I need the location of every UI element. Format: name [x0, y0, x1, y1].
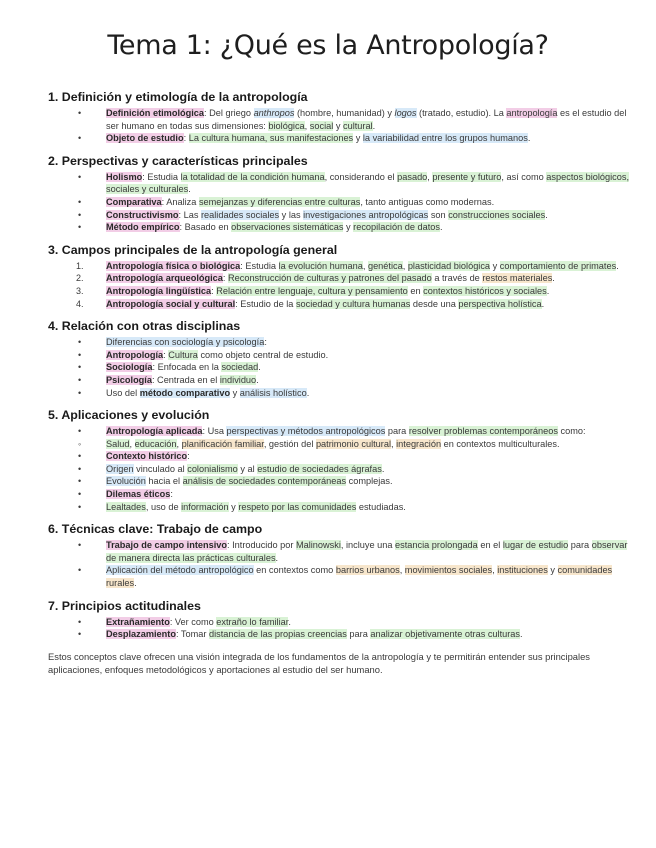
- list-marker: 2.: [76, 273, 84, 284]
- highlighted-text: la totalidad de la condición humana: [180, 171, 325, 182]
- text-run: en contextos como: [253, 565, 336, 576]
- highlighted-text: observaciones sistemáticas: [231, 222, 344, 233]
- highlighted-text: Comparativa: [106, 196, 162, 207]
- text-run: ,: [176, 438, 182, 449]
- section-1: [48, 90, 636, 145]
- text-run: y: [230, 387, 240, 398]
- highlighted-text: Dilemas éticos: [106, 489, 171, 500]
- list-item: [48, 132, 636, 145]
- highlighted-text: perspectivas y métodos antropológicos: [226, 426, 386, 437]
- text-run: , tanto antiguas como modernas.: [360, 196, 495, 207]
- list-marker: •: [78, 463, 82, 474]
- list-item: [48, 488, 636, 501]
- highlighted-text: Antropología social y cultural: [106, 298, 236, 309]
- list-marker: •: [78, 426, 82, 437]
- text-run: para: [346, 629, 371, 640]
- highlighted-text: biológica: [268, 120, 305, 131]
- list-marker: •: [78, 616, 82, 627]
- list-item: [48, 260, 636, 273]
- text-run: .: [546, 285, 550, 296]
- list-item: [48, 539, 636, 564]
- text-run: vinculado al: [133, 463, 188, 474]
- text-run: : Del griego: [204, 108, 254, 118]
- list-marker: •: [78, 501, 82, 512]
- text-run: para: [385, 426, 409, 437]
- highlighted-text: barrios urbanos: [335, 565, 400, 576]
- list-item: [48, 107, 636, 132]
- text-run: .: [288, 616, 291, 627]
- highlighted-text: investigaciones antropológicas: [303, 209, 429, 220]
- list-marker: •: [78, 196, 82, 207]
- text-run: .: [552, 273, 555, 284]
- text-run: en contextos multiculturales.: [441, 438, 560, 449]
- highlighted-text: observar de manera directa las prácticas culturales: [106, 540, 628, 563]
- highlighted-text: semejanzas y diferencias entre culturas: [198, 196, 361, 207]
- highlighted-text: comportamiento de primates: [499, 260, 617, 271]
- highlighted-text: planificación familiar: [181, 438, 264, 449]
- list-marker: ◦: [78, 438, 82, 449]
- highlighted-text: Método empírico: [106, 222, 180, 233]
- section-heading: 3. Campos principales de la antropología general: [48, 242, 338, 257]
- text-run: : Las: [178, 209, 201, 220]
- list-item: [48, 501, 636, 514]
- text-run: es el estudio del ser humano en todas sus dimensiones:: [106, 108, 627, 131]
- highlighted-text: Constructivismo: [106, 209, 179, 220]
- list-marker: •: [78, 387, 82, 398]
- list-item: [48, 221, 636, 234]
- list-item: [48, 374, 636, 387]
- text-run: para: [568, 540, 592, 551]
- highlighted-text: método comparativo: [139, 387, 231, 398]
- section-7: [48, 599, 636, 641]
- document-body: [48, 90, 636, 676]
- highlighted-text: Reconstrucción de culturas y patrones del pasado: [228, 273, 432, 284]
- text-run: : Basado en: [179, 222, 232, 233]
- highlighted-text: Antropología arqueológica: [106, 273, 223, 284]
- highlighted-text: comunidades rurales: [106, 565, 613, 589]
- highlighted-text: la variabilidad entre los grupos humanos: [362, 133, 528, 144]
- highlighted-text: genética: [367, 260, 403, 271]
- list-marker: •: [78, 222, 82, 233]
- text-run: : Analiza: [161, 196, 199, 207]
- highlighted-text: sociedad: [221, 362, 259, 373]
- list-item: [48, 387, 636, 400]
- list-marker: •: [78, 337, 82, 348]
- text-run: : Introducido por: [227, 540, 296, 551]
- highlighted-text: pasado: [397, 171, 428, 182]
- text-run: : Estudia: [142, 171, 181, 182]
- list-marker: •: [78, 362, 82, 373]
- text-run: ,: [399, 565, 405, 576]
- highlighted-text: aspectos biológicos, sociales y culturales: [106, 171, 630, 195]
- text-run: , uso de: [145, 501, 182, 512]
- section-heading: 2. Perspectivas y características principales: [48, 153, 308, 168]
- list-item: [48, 209, 636, 222]
- text-run: ,: [304, 120, 310, 131]
- list-marker: •: [78, 629, 82, 640]
- list-item: [48, 196, 636, 209]
- highlighted-text: Cultura: [168, 349, 198, 360]
- section-heading: 1. Definición y etimología de la antropología: [48, 90, 308, 104]
- highlighted-text: la evolución humana: [278, 260, 363, 271]
- text-run: y: [228, 501, 239, 512]
- text-run: complejas.: [346, 476, 393, 487]
- highlighted-text: recopilación de datos: [353, 222, 440, 233]
- text-run: :: [222, 273, 228, 284]
- text-run: , incluye una: [340, 540, 396, 551]
- section-heading: 5. Aplicaciones y evolución: [48, 408, 210, 423]
- section-heading: 4. Relación con otras disciplinas: [48, 319, 241, 334]
- highlighted-text: respeto por las comunidades: [238, 501, 357, 512]
- text-run: : Estudia: [240, 260, 279, 271]
- list-item: [48, 361, 636, 374]
- text-run: y: [547, 565, 558, 576]
- list-marker: •: [78, 451, 82, 462]
- text-run: estudiadas.: [356, 501, 406, 512]
- highlighted-text: educación: [134, 438, 177, 449]
- section-heading: 6. Técnicas clave: Trabajo de campo: [48, 522, 263, 537]
- list-marker: 3.: [76, 285, 84, 296]
- list-item: [48, 272, 636, 285]
- text-run: y: [490, 260, 500, 271]
- text-run: como:: [557, 426, 586, 437]
- text-run: , gestión del: [263, 438, 316, 449]
- text-run: : Estudio de la: [235, 298, 296, 309]
- highlighted-text: Antropología lingüística: [106, 285, 212, 296]
- highlighted-text: instituciones: [497, 565, 548, 576]
- highlighted-text: presente y futuro: [432, 171, 502, 182]
- text-run: ,: [391, 438, 397, 449]
- highlighted-text: análisis de sociedades contemporáneas: [182, 476, 347, 487]
- highlighted-text: contextos históricos y sociales: [423, 285, 547, 296]
- highlighted-text: logos: [394, 108, 417, 118]
- text-run: .: [520, 629, 523, 640]
- list-item: [48, 298, 636, 311]
- highlighted-text: integración: [396, 438, 442, 449]
- list-marker: •: [78, 209, 82, 220]
- text-run: : Tomar: [175, 629, 209, 640]
- section-heading: 7. Principios actitudinales: [48, 598, 201, 613]
- text-run: Uso del: [106, 387, 140, 398]
- text-run: en: [407, 285, 424, 296]
- text-run: como objeto central de estudio.: [197, 349, 329, 360]
- highlighted-text: Relación entre lenguaje, cultura y pensamiento: [216, 285, 408, 296]
- highlighted-text: realidades sociales: [200, 209, 280, 220]
- highlighted-text: individuo: [219, 374, 257, 385]
- list-item: [48, 425, 636, 438]
- highlighted-text: Sociología: [106, 362, 153, 373]
- text-run: ,: [427, 171, 433, 182]
- text-run: a través de: [431, 273, 483, 284]
- text-run: .: [275, 552, 279, 563]
- highlighted-text: Diferencias con sociología y psicología: [106, 337, 265, 348]
- highlighted-text: Lealtades: [106, 501, 146, 512]
- text-run: .: [527, 133, 531, 144]
- section-5: [48, 408, 636, 513]
- text-run: son: [428, 209, 449, 220]
- text-run: y: [343, 222, 354, 233]
- highlighted-text: resolver problemas contemporáneos: [408, 426, 558, 437]
- text-run: .: [616, 260, 619, 271]
- text-run: desde una: [410, 298, 459, 309]
- highlighted-text: Salud: [106, 438, 130, 449]
- list-item: [48, 450, 636, 463]
- highlighted-text: social: [309, 120, 334, 131]
- closing-paragraph: Estos conceptos clave ofrecen una visión integrada de los fundamentos de la antropología y te permitirán entender sus principales aplicaciones, enfoques metodológicos y aportaciones al estudio del ser humano.: [48, 650, 590, 675]
- text-run: hacia el: [145, 476, 183, 487]
- highlighted-text: sociedad y cultura humanas: [295, 298, 411, 309]
- text-run: ,: [402, 260, 408, 271]
- list-item: [48, 336, 636, 349]
- text-run: .: [381, 463, 385, 474]
- list-marker: •: [78, 171, 82, 182]
- highlighted-text: restos materiales: [482, 273, 553, 284]
- text-run: : Usa: [202, 426, 227, 437]
- highlighted-text: Holismo: [106, 171, 143, 182]
- highlighted-text: Antropología aplicada: [106, 426, 203, 437]
- text-run: : Ver como: [169, 616, 217, 627]
- text-run: (hombre, humanidad) y: [294, 108, 395, 118]
- highlighted-text: construcciones sociales: [448, 209, 546, 220]
- list-marker: •: [78, 108, 82, 118]
- text-run: ,: [492, 565, 498, 576]
- highlighted-text: anthropos: [253, 108, 295, 118]
- highlighted-text: distancia de las propias creencias: [208, 629, 347, 640]
- highlighted-text: antropología: [506, 108, 558, 118]
- list-item: [48, 616, 636, 629]
- highlighted-text: Definición etimológica: [106, 108, 205, 118]
- highlighted-text: Aplicación del método antropológico: [106, 565, 254, 576]
- highlighted-text: Antropología física o biológica: [106, 260, 241, 271]
- highlighted-text: movimientos sociales: [404, 565, 493, 576]
- text-run: y: [353, 133, 363, 144]
- text-run: :: [183, 133, 189, 144]
- highlighted-text: Antropología: [106, 349, 164, 360]
- list-marker: •: [78, 349, 82, 360]
- section-4: [48, 319, 636, 399]
- text-run: .: [545, 209, 548, 220]
- list-marker: 4.: [76, 298, 84, 309]
- highlighted-text: Evolución: [106, 476, 146, 487]
- highlighted-text: cultural: [342, 120, 373, 131]
- highlighted-text: perspectiva holística: [458, 298, 542, 309]
- text-run: :: [264, 337, 267, 348]
- text-run: en el: [477, 540, 503, 551]
- text-run: .: [258, 362, 261, 373]
- list-item: [48, 628, 636, 641]
- text-run: .: [188, 184, 191, 195]
- text-run: y al: [237, 463, 258, 474]
- list-marker: •: [78, 540, 82, 551]
- list-item: [48, 475, 636, 488]
- highlighted-text: estudio de sociedades ágrafas: [257, 463, 382, 474]
- list-item: [48, 564, 636, 589]
- section-6: [48, 522, 636, 589]
- text-run: (tratado, estudio). La: [416, 108, 507, 118]
- text-run: : Centrada en el: [151, 374, 220, 385]
- text-run: : Enfocada en la: [152, 362, 222, 373]
- highlighted-text: colonialismo: [187, 463, 238, 474]
- list-marker: •: [78, 489, 82, 500]
- highlighted-text: Malinowski: [295, 540, 341, 551]
- list-marker: •: [78, 565, 82, 576]
- highlighted-text: Objeto de estudio: [106, 133, 184, 144]
- list-item: [48, 463, 636, 476]
- list-marker: •: [78, 133, 82, 144]
- list-item: [48, 171, 636, 196]
- text-run: ,: [129, 438, 135, 449]
- list-marker: 1.: [76, 260, 84, 271]
- list-item: [48, 349, 636, 362]
- text-run: ,: [362, 260, 368, 271]
- highlighted-text: patrimonio cultural: [315, 438, 392, 449]
- highlighted-text: analizar objetivamente otras culturas: [370, 629, 521, 640]
- text-run: .: [541, 298, 545, 309]
- highlighted-text: Origen: [106, 463, 134, 474]
- highlighted-text: Trabajo de campo intensivo: [106, 540, 227, 551]
- text-run: :: [163, 349, 169, 360]
- text-run: , considerando el: [324, 171, 398, 182]
- highlighted-text: lugar de estudio: [502, 540, 569, 551]
- text-run: .: [134, 578, 137, 589]
- list-item: [48, 285, 636, 298]
- list-marker: •: [78, 374, 82, 385]
- highlighted-text: extraño lo familiar: [216, 616, 289, 627]
- list-item: [48, 438, 636, 451]
- text-run: .: [440, 222, 443, 233]
- highlighted-text: Extrañamiento: [106, 616, 170, 627]
- page-title: Tema 1: ¿Qué es la Antropología?: [107, 30, 549, 61]
- text-run: , así como: [501, 171, 547, 182]
- section-3: [48, 243, 636, 310]
- highlighted-text: información: [181, 501, 229, 512]
- highlighted-text: Desplazamiento: [106, 629, 176, 640]
- highlighted-text: Contexto histórico: [106, 451, 188, 462]
- highlighted-text: estancia prolongada: [395, 540, 478, 551]
- text-run: y: [333, 120, 343, 131]
- text-run: .: [306, 387, 310, 398]
- text-run: .: [372, 120, 376, 131]
- list-marker: •: [78, 476, 82, 487]
- text-run: y las: [279, 209, 304, 220]
- highlighted-text: Psicología: [106, 374, 152, 385]
- text-run: :: [211, 285, 217, 296]
- highlighted-text: análisis holístico: [239, 387, 307, 398]
- highlighted-text: plasticidad biológica: [407, 260, 491, 271]
- text-run: .: [256, 374, 259, 385]
- text-run: :: [187, 451, 190, 462]
- text-run: :: [170, 489, 173, 500]
- section-2: [48, 154, 636, 234]
- highlighted-text: La cultura humana, sus manifestaciones: [188, 133, 354, 144]
